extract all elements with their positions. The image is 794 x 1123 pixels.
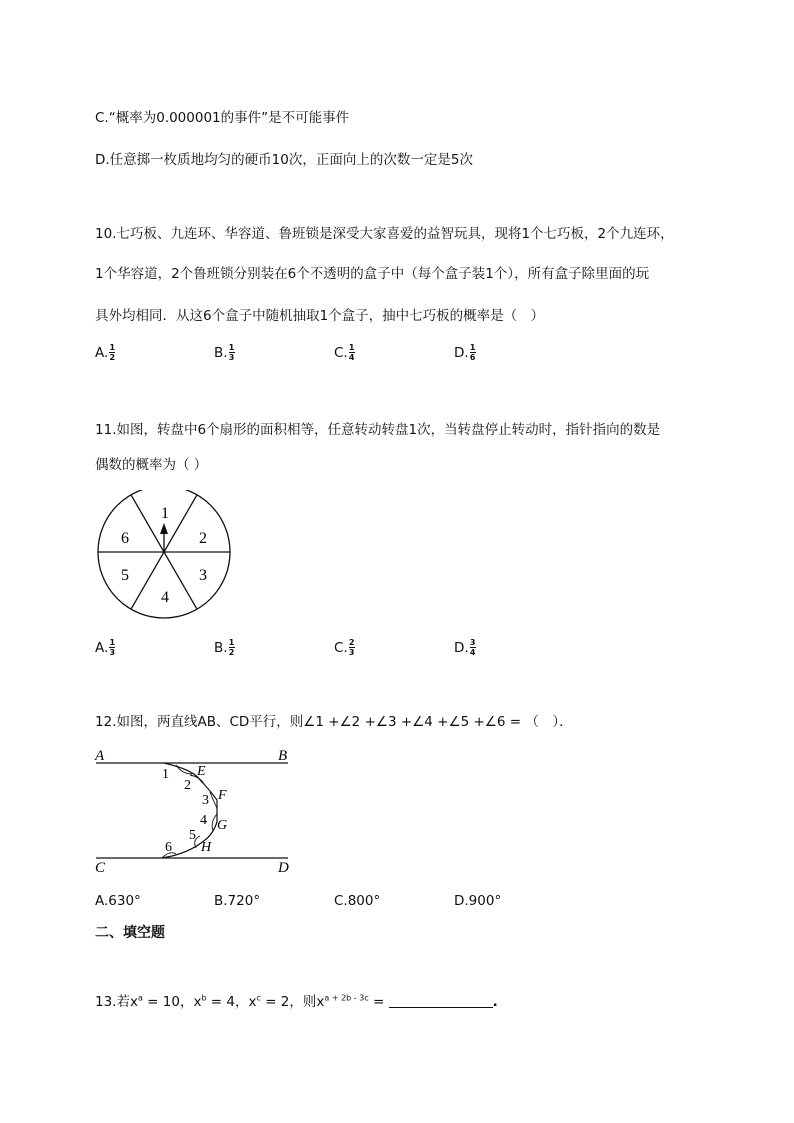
- angle-label-4: 4: [200, 813, 207, 828]
- point-label-a: A: [95, 748, 105, 764]
- fraction: $\frac{1}{3}$: [109, 638, 116, 657]
- q11-text-line2: 偶数的概率为（ ）: [95, 457, 208, 473]
- q9-option-d: D.任意掷一枚质地均匀的硬币10次，正面向上的次数一定是5次: [95, 152, 473, 168]
- sector-label-4: 4: [161, 589, 169, 606]
- q9-option-c: C.“概率为0.000001的事件”是不可能事件: [95, 110, 350, 126]
- fraction: $\frac{1}{3}$: [228, 343, 235, 362]
- q12-option-c: C.800°: [334, 893, 381, 909]
- spinner-figure: [95, 490, 240, 620]
- q12-option-a: A.630°: [95, 893, 141, 909]
- fraction: $\frac{3}{4}$: [469, 638, 476, 657]
- point-label-b: B: [278, 748, 288, 764]
- point-label-h: H: [201, 840, 212, 855]
- point-label-e: E: [197, 764, 206, 779]
- q12-option-b: B.720°: [214, 893, 261, 909]
- angle-label-5: 5: [189, 828, 196, 843]
- fraction: $\frac{1}{2}$: [109, 343, 116, 362]
- q10-option-b: B. $\frac{1}{3}$: [214, 343, 235, 362]
- q10-option-a: A. $\frac{1}{2}$: [95, 343, 116, 362]
- section-heading: 二、填空题: [95, 925, 165, 941]
- angle-label-3: 3: [202, 793, 209, 808]
- point-label-c: C: [95, 860, 106, 876]
- sector-label-5: 5: [121, 567, 129, 584]
- point-label-f: F: [218, 788, 227, 803]
- q11-option-c: C. $\frac{2}{3}$: [334, 638, 355, 657]
- q11-option-a: A. $\frac{1}{3}$: [95, 638, 116, 657]
- q10-text-line1: 10.七巧板、九连环、华容道、鲁班锁是深受大家喜爱的益智玩具，现将1个七巧板，2个九连环，: [95, 226, 674, 242]
- sector-label-1: 1: [161, 505, 169, 522]
- angle-label-2: 2: [184, 778, 191, 793]
- arrow-head-icon: [160, 523, 168, 534]
- sector-label-2: 2: [199, 530, 207, 547]
- q12-text-line1: 12.如图，两直线AB、CD平行，则∠1 +∠2 +∠3 +∠4 +∠5 +∠6 = （ ）．: [95, 714, 573, 730]
- fraction: $\frac{1}{2}$: [228, 638, 235, 657]
- q10-text-line3: 具外均相同．从这6个盒子中随机抽取1个盒子，抽中七巧板的概率是（ ）: [95, 308, 545, 324]
- angle-label-6: 6: [165, 840, 172, 855]
- point-label-g: G: [217, 818, 228, 833]
- q10-option-c: C. $\frac{1}{4}$: [334, 343, 355, 362]
- sector-label-6: 6: [121, 530, 129, 547]
- angle-label-1: 1: [162, 767, 169, 782]
- q13-text: 13.若$x^a = 10$，$x^b = 4$，$x^c = 2$，则$x^{a + 2b - 3c}$ = .: [95, 993, 498, 1010]
- q10-option-d: D. $\frac{1}{6}$: [454, 343, 476, 362]
- parallel-lines-figure: [92, 744, 297, 879]
- fraction: $\frac{1}{6}$: [469, 343, 476, 362]
- q12-option-d: D.900°: [454, 893, 502, 909]
- sector-label-3: 3: [199, 567, 207, 584]
- q10-text-line2: 1个华容道，2个鲁班锁分别装在6个不透明的盒子中（每个盒子装1个），所有盒子除里面的玩: [95, 266, 650, 282]
- fraction: $\frac{1}{4}$: [348, 343, 355, 362]
- q11-option-d: D. $\frac{3}{4}$: [454, 638, 476, 657]
- point-label-d: D: [278, 860, 289, 876]
- fraction: $\frac{2}{3}$: [348, 638, 355, 657]
- answer-blank[interactable]: [389, 995, 493, 1008]
- q11-option-b: B. $\frac{1}{2}$: [214, 638, 235, 657]
- q11-text-line1: 11.如图，转盘中6个扇形的面积相等，任意转动转盘1次，当转盘停止转动时，指针指向的数是: [95, 422, 661, 438]
